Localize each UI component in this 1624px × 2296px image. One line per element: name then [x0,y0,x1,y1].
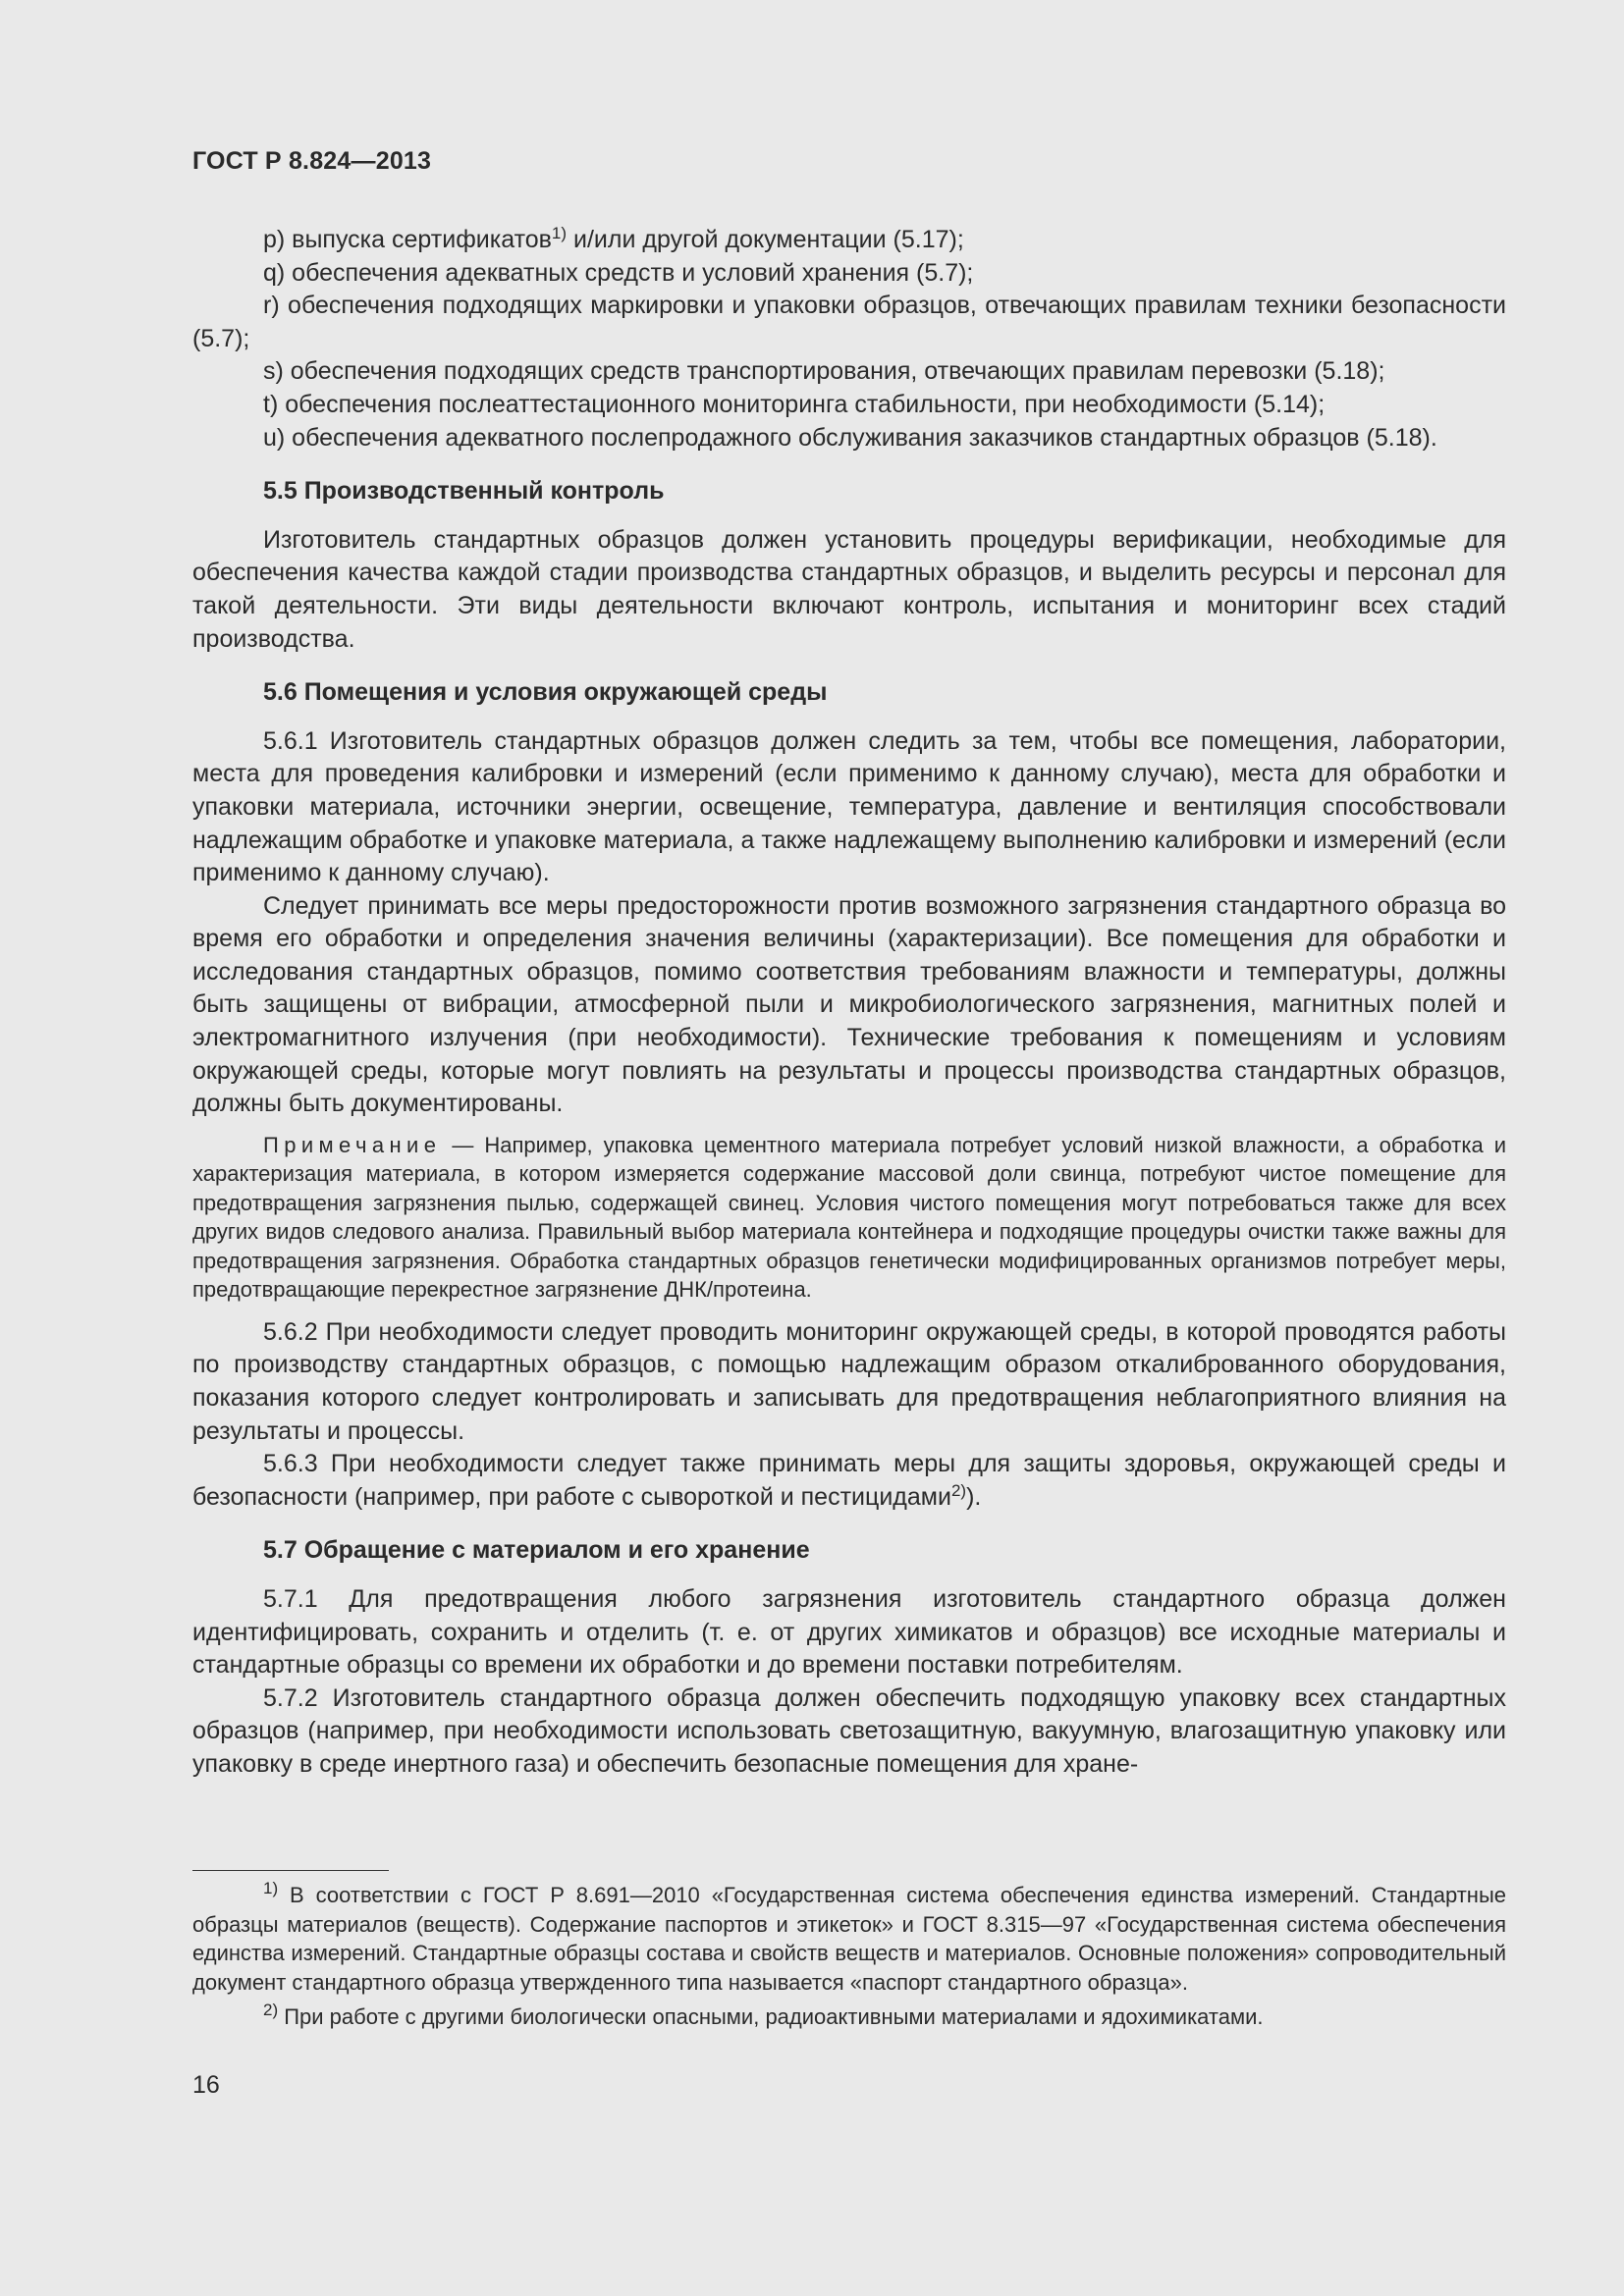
list-item: r) обеспечения подходящих маркировки и упаковки образцов, отвечающих правилам техники безопасности (5.7); [192,292,1506,352]
footnote-mark: 1) [263,1879,279,1897]
note-label: Примечание [263,1132,442,1157]
paragraph-5-7-2: 5.7.2 Изготовитель стандартного образца должен обеспечить подходящую упаковку всех стандартных образцов (например, при необходимости использовать светозащитную, вакуумную, влагозащитную упаковку или упаковку в среде инертного газа) и обеспечить безопасные помещения для хране- [192,1683,1506,1778]
document-header: ГОСТ Р 8.824—2013 [192,147,432,175]
list-item: u) обеспечения адекватного послепродажного обслуживания заказчиков стандартных образцов (5.18). [263,423,1437,452]
paragraph: Следует принимать все меры предосторожности против возможного загрязнения стандартного образца во время его обработки и определения значения величины (характеризации). Все помещения для обработки и исследования стандартных образцов, помимо соответствия требованиям влажности и температуры, должны быть защищены от вибрации, атмосферной пыли и микробиологического загрязнения, магнитных полей и электромагнитного излучения (при необходимости). Технические требования к помещениям и условиям окружающей среды, которые могут повлиять на результаты и процессы производства стандартных образцов, должны быть документированы. [192,891,1506,1118]
paragraph: Изготовитель стандартных образцов должен установить процедуры верификации, необходимые для обеспечения качества каждой стадии производства стандартных образцов, и выделить ресурсы и персонал для такой деятельности. Эти виды деятельности включают контроль, испытания и мониторинг всех стадий производства. [192,525,1506,653]
note [192,1131,1506,1305]
list-item: t) обеспечения послеаттестационного мониторинга стабильности, при необходимости (5.14); [263,390,1326,418]
page-number: 16 [192,2071,220,2099]
main-content [192,224,1506,1782]
paragraph-text: ). [966,1482,982,1511]
paragraph-5-7-1: 5.7.1 Для предотвращения любого загрязнения изготовитель стандартного образца должен идентифицировать, сохранить и отделить (т. е. от других химикатов и образцов) все исходные материалы и стандартные образцы со времени их обработки и до времени поставки потребителям. [192,1585,1506,1680]
footnote [192,2002,1506,2032]
section-heading-5-7: 5.7 Обращение с материалом и его хранение [263,1536,810,1565]
paragraph-5-6-3 [192,1448,1506,1514]
footnote-divider [192,1870,389,1871]
list-item-text: и/или другой документации (5.17); [567,226,964,253]
list-item: s) обеспечения подходящих средств транспортирования, отвечающих правилам перевозки (5.18); [263,357,1385,386]
list-item-text: р) выпуска сертификатов [263,226,552,253]
footnote-ref: 1) [551,224,568,242]
note-text: — Например, упаковка цементного материала потребует условий низкой влажности, а обработка и характеризация материала, в котором измеряется содержание массовой доли свинца, потребуют чистое помещение для предотвращения загрязнения пылью, содержащей свинец. Условия чистого помещения могут потребоваться также для всех других видов следового анализа. Правильный выбор материала контейнера и подходящие процедуры очистки также важны для предотвращения загрязнения. Обработка стандартных образцов генетически модифицированных организмов потребует меры, предотвращающие перекрестное загрязнение ДНК/протеина. [192,1132,1506,1303]
section-heading-5-6: 5.6 Помещения и условия окружающей среды [263,678,828,707]
paragraph-text: 5.6.3 При необходимости следует также принимать меры для защиты здоровья, окружающей среды и безопасности (например, при работе с сывороткой и пестицидами [192,1450,1506,1511]
paragraph-5-6-1: 5.6.1 Изготовитель стандартных образцов должен следить за тем, чтобы все помещения, лаборатории, места для проведения калибровки и измерений (если применимо к данному случаю), места для обработки и упаковки материала, источники энергии, освещение, температура, давление и вентиляция способствовали надлежащим обработке и упаковке материала, а также надлежащему выполнению калибровки и измерений (если применимо к данному случаю). [192,726,1506,887]
section-heading-5-5: 5.5 Производственный контроль [263,477,665,506]
paragraph-5-6-2: 5.6.2 При необходимости следует проводить мониторинг окружающей среды, в которой проводятся работы по производству стандартных образцов, с помощью надлежащим образом откалиброванного оборудования, показания которого следует контролировать и записывать для предотвращения неблагоприятного влияния на результаты и процессы. [192,1317,1506,1445]
footnotes [192,1870,1506,2032]
footnote-ref: 2) [950,1480,967,1500]
footnote-mark: 2) [263,2001,279,2019]
footnote-text: При работе с другими биологически опасными, радиоактивными материалами и ядохимикатами. [278,2004,1264,2029]
footnote-text: В соответствии с ГОСТ Р 8.691—2010 «Государственная система обеспечения единства измерений. Стандартные образцы материалов (веществ). Содержание паспортов и этикеток» и ГОСТ 8.315—97 «Государственная система обеспечения единства измерений. Стандартные образцы состава и свойств веществ и материалов. Основные положения» сопроводительный документ стандартного образца утвержденного типа называется «паспорт стандартного образца». [192,1883,1506,1995]
list-item: q) обеспечения адекватных средств и условий хранения (5.7); [263,258,974,287]
footnote [192,1881,1506,1997]
list-item [192,224,1506,257]
